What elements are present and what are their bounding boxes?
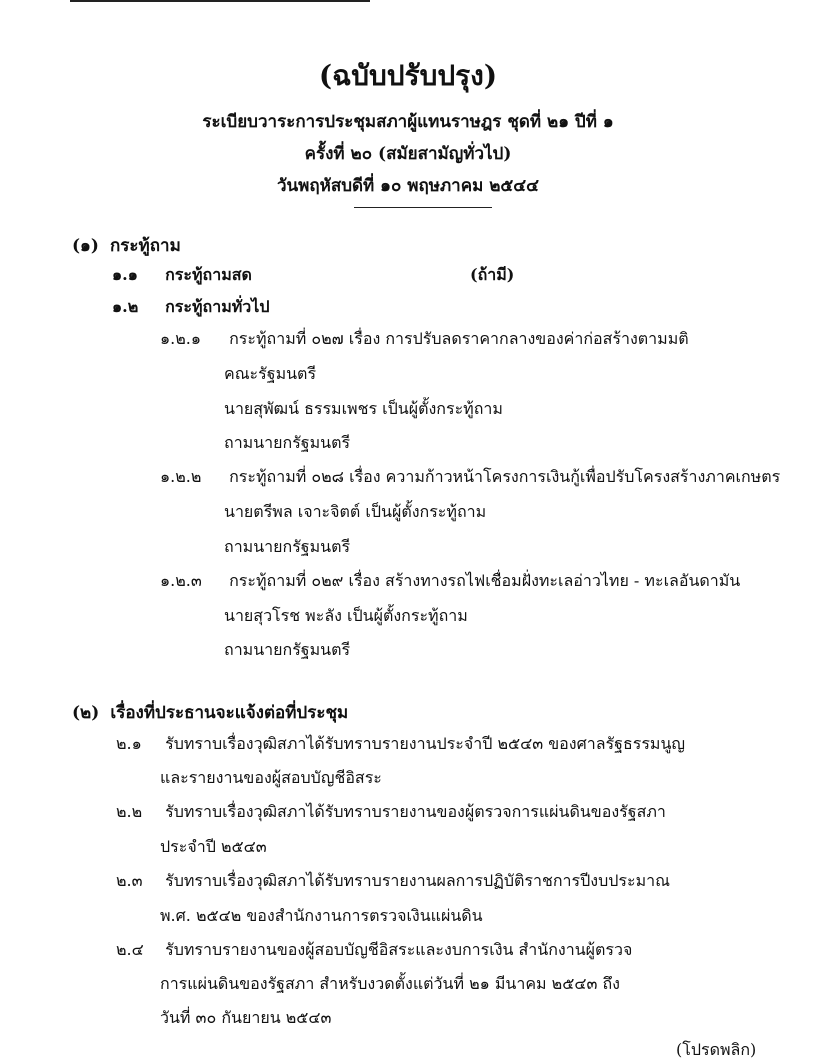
question-line: นายสุพัฒน์ ธรรมเพชร เป็นผู้ตั้งกระทู้ถาม xyxy=(224,399,503,418)
question-item xyxy=(160,569,740,593)
announcement-line: รับทราบเรื่องวุฒิสภาได้รับทราบรายงานผลการปฏิบัติราชการปีงบประมาณ xyxy=(165,871,670,890)
subsection-1-1 xyxy=(112,263,252,287)
section-2-number: (๒) xyxy=(72,703,100,723)
agenda-heading-line3: วันพฤหัสบดีที่ ๑๐ พฤษภาคม ๒๕๔๔ xyxy=(276,176,540,196)
announcement-number: ๒.๓ xyxy=(116,871,143,890)
question-item xyxy=(160,465,780,489)
announcement-line: พ.ศ. ๒๕๔๒ ของสำนักงานการตรวจเงินแผ่นดิน xyxy=(160,906,483,925)
turn-over-note: (โปรดพลิก) xyxy=(676,1040,757,1059)
subsection-1-2-title: กระทู้ถามทั่วไป xyxy=(165,297,270,316)
question-line: กระทู้ถามที่ ๐๒๗ เรื่อง การปรับลดราคากลางของค่าก่อสร้างตามมติ xyxy=(229,329,689,348)
announcement-line: รับทราบรายงานของผู้สอบบัญชีอิสระและงบการเงิน สำนักงานผู้ตรวจ xyxy=(165,940,633,959)
announcement-line: ประจำปี ๒๕๔๓ xyxy=(160,837,267,856)
question-line: คณะรัฐมนตรี xyxy=(224,364,317,383)
section-1-title: กระทู้ถาม xyxy=(109,236,181,256)
agenda-heading-line2: ครั้งที่ ๒๐ (สมัยสามัญทั่วไป) xyxy=(304,144,512,164)
agenda-heading-line1: ระเบียบวาระการประชุมสภาผู้แทนราษฎร ชุดที่ ๒๑ ปีที่ ๑ xyxy=(202,112,614,132)
section-1-number: (๑) xyxy=(72,236,99,256)
announcement-number: ๒.๔ xyxy=(116,940,144,959)
announcement-line: การแผ่นดินของรัฐสภา สำหรับงวดตั้งแต่วันที่ ๒๑ มีนาคม ๒๕๔๓ ถึง xyxy=(160,974,620,993)
subsection-1-1-number: ๑.๑ xyxy=(112,265,138,284)
announcement-line: วันที่ ๓๐ กันยายน ๒๕๔๓ xyxy=(160,1008,332,1027)
section-2-title: เรื่องที่ประธานจะแจ้งต่อที่ประชุม xyxy=(110,703,349,723)
announcement-item xyxy=(116,938,632,962)
announcement-item xyxy=(116,869,670,893)
section-1-heading xyxy=(72,234,181,258)
question-item xyxy=(160,327,689,351)
subsection-1-1-note: (ถ้ามี) xyxy=(470,265,515,284)
header-divider xyxy=(354,207,492,208)
announcement-item xyxy=(116,800,666,824)
announcement-line: รับทราบเรื่องวุฒิสภาได้รับทราบรายงานประจำปี ๒๕๔๓ ของศาลรัฐธรรมนูญ xyxy=(165,734,686,753)
question-line: กระทู้ถามที่ ๐๒๘ เรื่อง ความก้าวหน้าโครงการเงินกู้เพื่อปรับโครงสร้างภาคเกษตร xyxy=(229,467,781,486)
document-header xyxy=(0,58,816,202)
announcement-line: รับทราบเรื่องวุฒิสภาได้รับทราบรายงานของผู้ตรวจการแผ่นดินของรัฐสภา xyxy=(165,802,666,821)
question-line: นายสุวโรช พะลัง เป็นผู้ตั้งกระทู้ถาม xyxy=(224,606,468,625)
question-line: ถามนายกรัฐมนตรี xyxy=(224,433,351,452)
announcement-number: ๒.๑ xyxy=(116,734,142,753)
document-title: (ฉบับปรับปรุง) xyxy=(318,59,498,92)
announcement-item xyxy=(116,732,685,756)
question-line: ถามนายกรัฐมนตรี xyxy=(224,640,351,659)
announcement-line: และรายงานของผู้สอบบัญชีอิสระ xyxy=(160,768,382,787)
question-number: ๑.๒.๑ xyxy=(160,329,202,348)
question-line: กระทู้ถามที่ ๐๒๙ เรื่อง สร้างทางรถไฟเชื่อมฝั่งทะเลอ่าวไทย - ทะเลอันดามัน xyxy=(229,571,741,590)
section-2-heading xyxy=(72,701,348,725)
question-number: ๑.๒.๒ xyxy=(160,467,202,486)
question-number: ๑.๒.๓ xyxy=(160,571,202,590)
top-rule xyxy=(70,0,370,2)
question-line: ถามนายกรัฐมนตรี xyxy=(224,537,351,556)
announcement-number: ๒.๒ xyxy=(116,802,143,821)
question-line: นายตรีพล เจาะจิตต์ เป็นผู้ตั้งกระทู้ถาม xyxy=(224,502,487,521)
subsection-1-2 xyxy=(112,295,269,319)
subsection-1-2-number: ๑.๒ xyxy=(112,297,139,316)
subsection-1-1-title: กระทู้ถามสด xyxy=(165,265,252,284)
